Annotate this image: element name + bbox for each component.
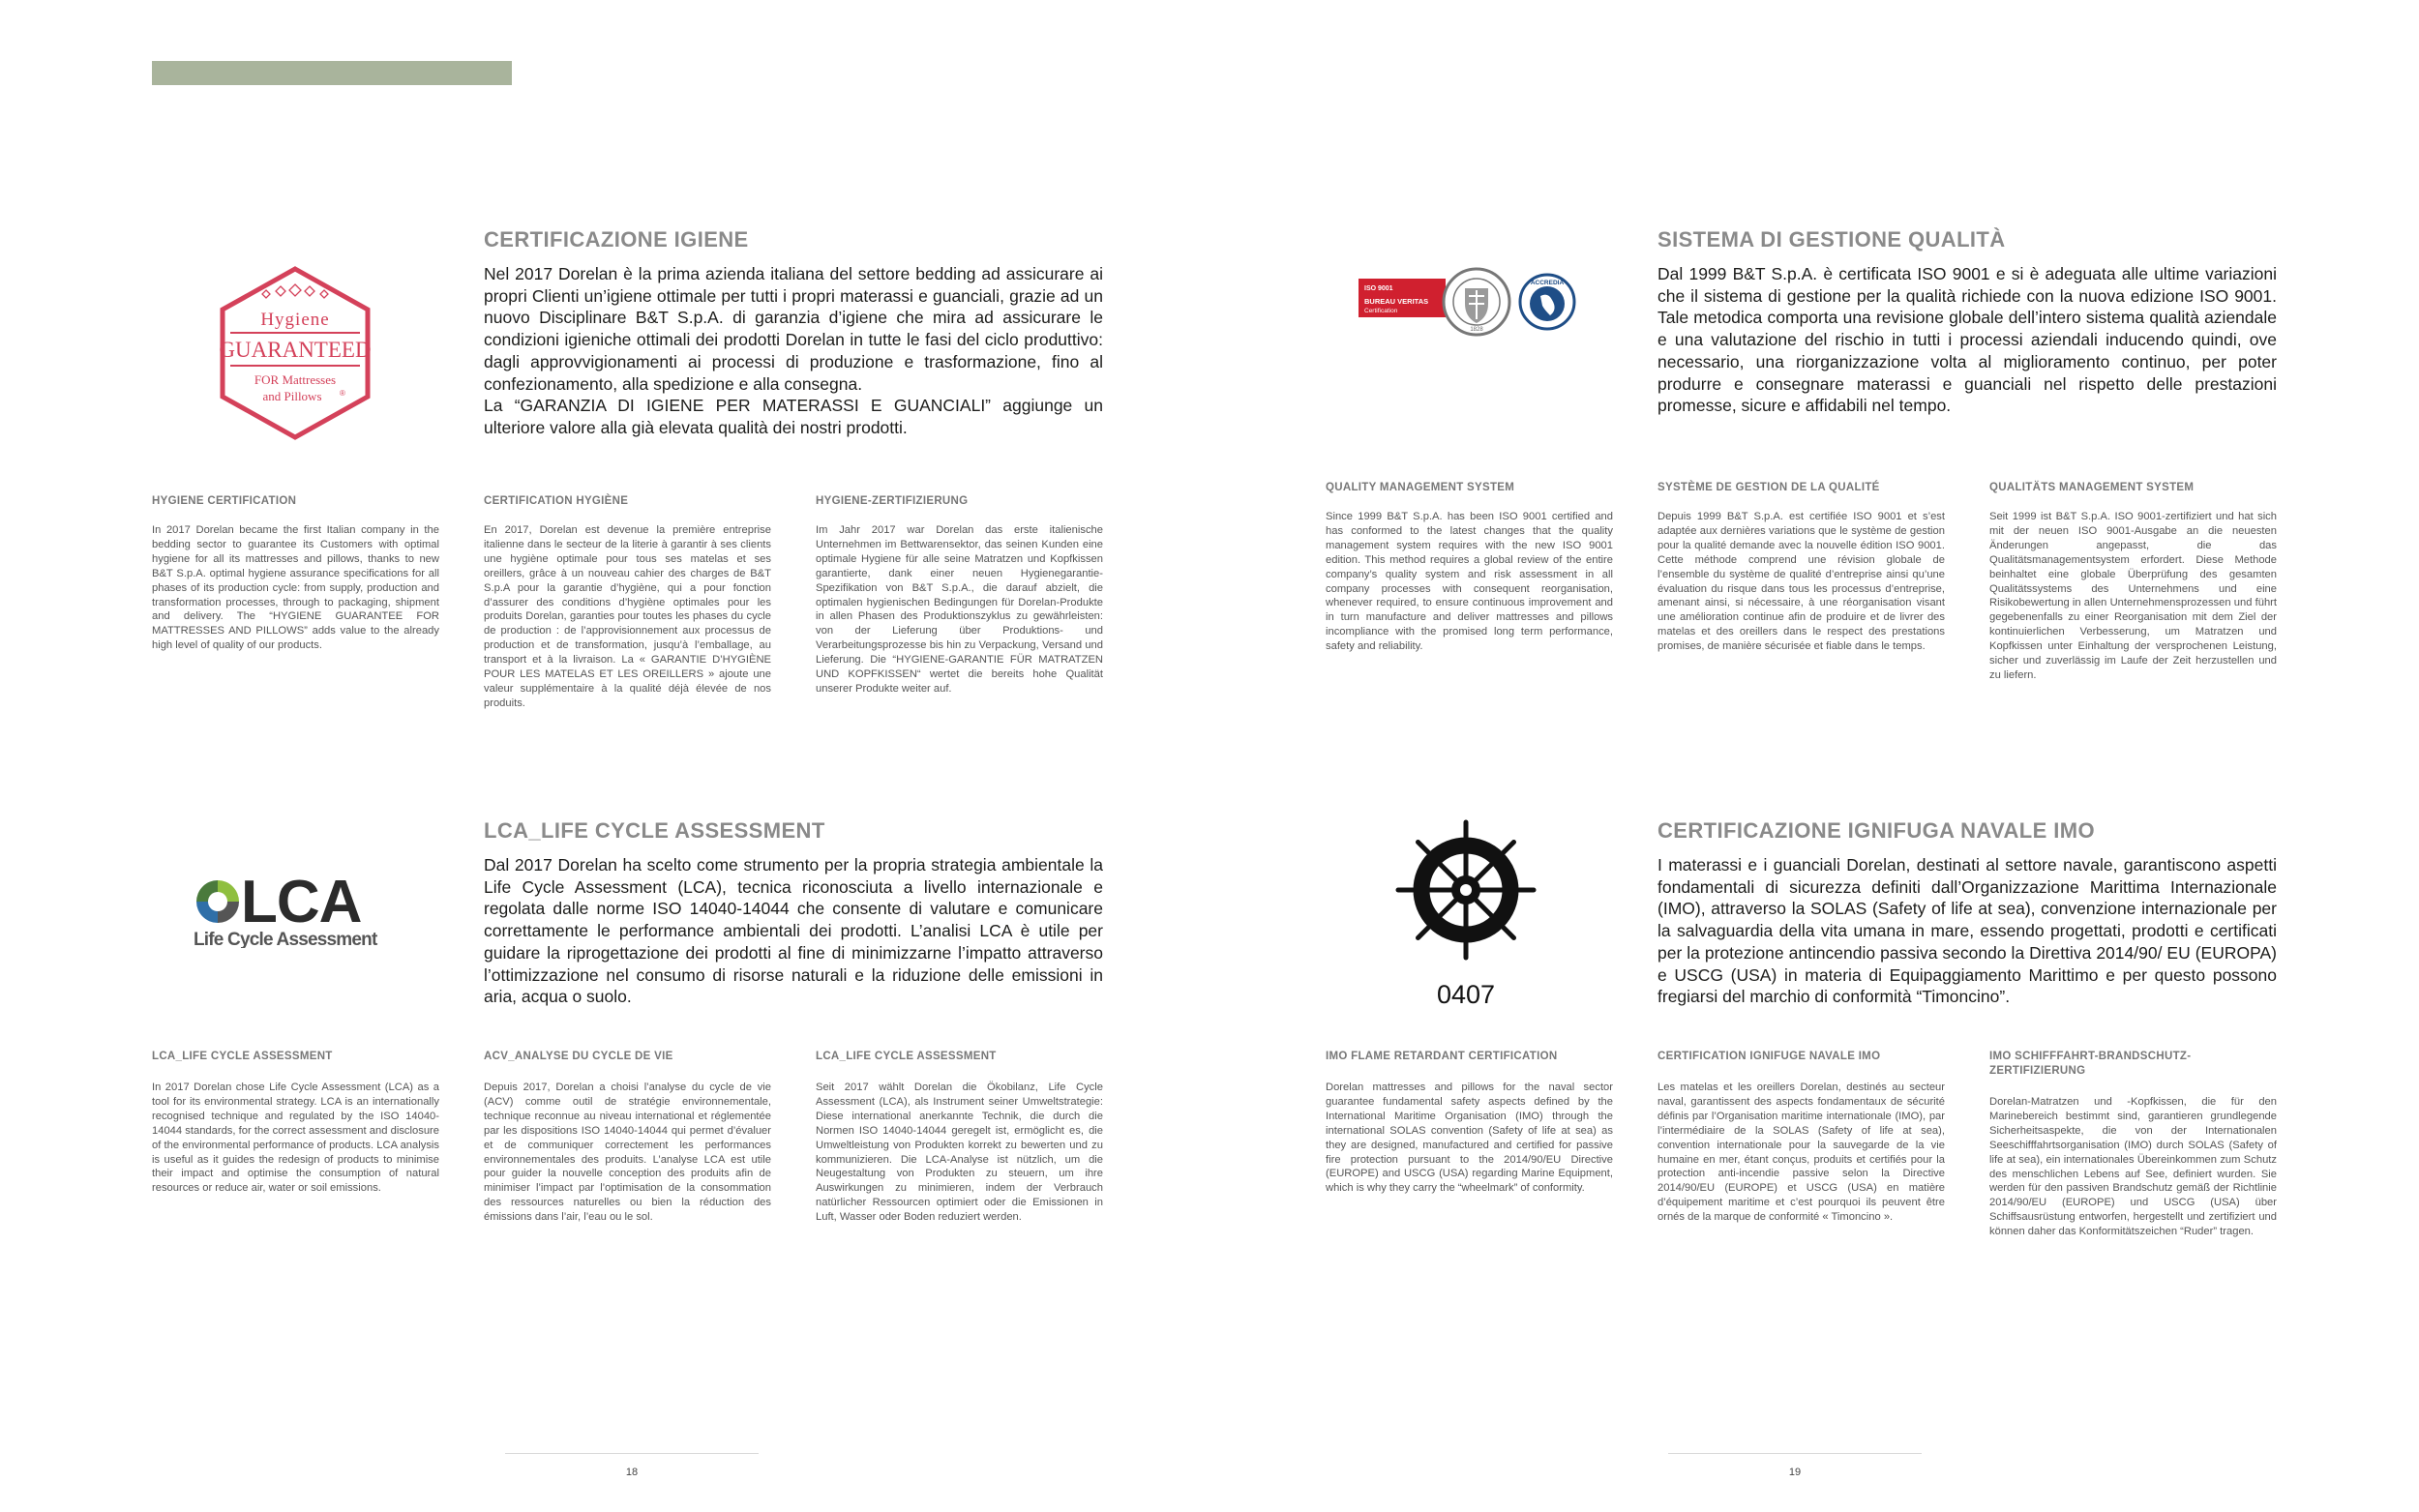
hygiene-logo-line1: Hygiene [260,310,330,330]
hygiene-col-en-body: In 2017 Dorelan became the first Italian company in the bedding sector to guarantee its Customers with optimal hygiene for all its mattresses and pillows, thanks to new B&T S.p.A. optimal hygiene assurance specifications for all phases of its production cycle: from supply, production and transformation processes, through to packaging, shipment and delivery. The “HYGIENE GUARANTEE FOR MATTRESSES AND PILLOWS” adds value to the already high level of quality of our products. [152,524,439,652]
lca-logo [189,851,411,948]
certification-label: Certification [1364,308,1398,314]
imo-col-en-body: Dorelan mattresses and pillows for the naval sector guarantee fundamental safety aspects defined by the International Maritime Organisation (IMO) through the international SOLAS convention (Safety of life at sea) as they are designed, manufactured and certified for passive fire protection pursuant to the 2014/90/EU Directive (EUROPE) and USCG (USA) regarding Marine Equipment, which is why they carry the “wheelmark” of conformity. [1326,1082,1613,1195]
lca-logo-subtext: Life Cycle Assessment [194,930,377,948]
quality-col-fr-body: Depuis 1999 B&T S.p.A. est certifiée ISO 9001 et s’est adaptée aux dernières variations que le système de gestion pour la qualité demande avec la nouvelle édition ISO 9001. Cette méthode comprend une révision globale de l’ensemble du système de qualité d’entreprise ainsi qu’une évaluation du risque dans tous les processus d’entreprise, amenant ainsi, si nécessaire, à une réorganisation visant une amélioration continue afin de produire et de livrer des matelas et des oreillers dans le respect des prestations promises, de manière sécurisée et fiable dans le temps. [1657,511,1945,653]
quality-col-en-body: Since 1999 B&T S.p.A. has been ISO 9001 certified and has conformed to the latest changes that the quality management system requires with the new ISO 9001 edition. This method requires a global review of the entire company’s quality system and risk assessment in all company processes with consequent reorganisation, whenever required, to ensure continuous improvement and in turn manufacture and deliver mattresses and pillows incompliance with the promised long term performance, safety and reliability. [1326,511,1613,653]
hygiene-logo-line4: and Pillows [262,389,322,403]
bureau-veritas-label: BUREAU VERITAS [1364,297,1429,306]
page-footer-rule-right [1668,1453,1922,1454]
hygiene-logo-line3: FOR Mattresses [254,372,337,387]
lca-logo-text: LCA [241,869,362,935]
header-accent-bar [152,61,512,85]
diamond-ornament-icon [262,284,328,298]
lca-leaf-icon [196,880,239,923]
registered-mark: ® [340,389,345,398]
seal-year: 1828 [1470,327,1483,333]
hygiene-intro-paragraph-2: La “GARANZIA DI IGIENE PER MATERASSI E GUANCIALI” aggiunge un ulteriore valore alla già elevata qualità dei nostri prodotti. [484,396,1103,437]
quality-title: SISTEMA DI GESTIONE QUALITÀ [1657,227,2006,252]
accredia-seal-icon [1520,275,1574,329]
quality-col-de-head: QUALITÄTS MANAGEMENT SYSTEM [1989,482,2195,493]
imo-col-fr-body: Les matelas et les oreillers Dorelan, destinés au secteur naval, garantissent des aspects fondamentaux de sécurité définis par l’Organisation maritime internationale (IMO), par l’intermédiaire de la SOLAS (Safety of life at sea), convention internationale pour la sauvegarde de la vie humaine en mer, étant conçus, produits et certifiés pour la protection anti-incendie passive selon la Directive 2014/90/EU (EUROPE) et USCG (USA) en matière d’équipement maritime et c’est pourquoi ils peuvent être ornés de la marque de conformité « Timoncino ». [1657,1082,1945,1224]
wheelmark-number: 0407 [1436,980,1496,1009]
ship-wheel-icon [1398,822,1534,958]
bureau-veritas-seal-icon [1444,269,1509,335]
page-footer-rule-left [505,1453,759,1454]
hygiene-guaranteed-logo [213,261,377,445]
lca-col-fr-head: ACV_ANALYSE DU CYCLE DE VIE [484,1051,673,1062]
lca-intro: Dal 2017 Dorelan ha scelto come strumento per la propria strategia ambientale la Life Cycle Assessment (LCA), tecnica riconosciuta a livello internazionale e regolata dalle norme ISO 14040-14044 che consente di valutare e comunicare correttamente le performance ambientali dei prodotti. L’analisi LCA è utile per guidare la riprogettazione dei prodotti al fine di minimizzarne l’impatto attraverso l’ottimizzazione nel consumo di risorse naturali e la riduzione delle emissioni in aria, acqua o suolo. [484,855,1103,1007]
quality-col-fr-head: SYSTÈME DE GESTION DE LA QUALITÉ [1657,482,1880,493]
lca-col-fr-body: Depuis 2017, Dorelan a choisi l’analyse du cycle de vie (ACV) comme outil de stratégie environnementale, technique reconnue au niveau international et réglementée par les dispositions ISO 14040-14044 qui permet d’évaluer et de communiquer correctement les performances environnementales des produits. L’analyse LCA est utile pour guider la nouvelle conception des produits afin de minimiser l’impact par l’optimisation de la consommation des ressources naturelles ou bien la réduction des émissions dans l’air, l’eau ou le sol. [484,1082,771,1224]
hygiene-col-de-head: HYGIENE-ZERTIFIZIERUNG [816,495,969,507]
accredia-label: ACCREDIA [1530,280,1565,286]
page-number-right: 19 [1788,1467,1802,1478]
hygiene-intro [484,263,1103,439]
quality-intro: Dal 1999 B&T S.p.A. è certificata ISO 9001 e si è adeguata alle ultime variazioni che il sistema di gestione per la qualità richiede con la nuova edizione ISO 9001. Tale metodica comporta una revisione globale dell’intero sistema qualità aziendale e una valutazione del rischio in tutti i processi aziendali inducendo quindi, ove necessario, una riorganizzazione volta al miglioramento continuo, per poter produrre e consegnare materassi e guanciali nel rispetto delle prestazioni promesse, sicure e affidabili nel tempo. [1657,264,2277,416]
quality-col-de-body: Seit 1999 ist B&T S.p.A. ISO 9001-zertifiziert und hat sich mit der neuen ISO 9001-Ausgabe an die neuesten Änderungen angepasst, die das Qualitätsmanagementsystem erfordert. Diese Methode beinhaltet eine globale Überprüfung des gesamten Qualitätssystems des Unternehmens und eine Risikobewertung in allen Unternehmensprozessen und führt gegebenenfalls zu einer Reorganisation mit dem Ziel der kontinuierlichen Verbesserung, um Matratzen und Kopfkissen unter Einhaltung der versprochenen Leistung, sicher und zuverlässig im Laufe der Zeit herzustellen und zu liefern. [1989,511,2277,681]
iso-label: ISO 9001 [1364,285,1393,292]
hygiene-col-en-head: HYGIENE CERTIFICATION [152,495,297,507]
hygiene-intro-paragraph: Nel 2017 Dorelan è la prima azienda italiana del settore bedding ad assicurare ai propri Clienti un’igiene ottimale per tutti i propri materassi e guanciali, grazie ad un nuovo Disciplinare B&T S.p.A. di garanzia d’igiene che mira ad assicurare le condizioni igieniche ottimali dei prodotti Dorelan in tutte le fasi del ciclo produttivo: dagli approvvigionamenti ai processi di produzione e trasformazione, fino al confezionamento, alla spedizione e alla consegna. [484,264,1103,394]
hygiene-title: CERTIFICAZIONE IGIENE [484,227,749,252]
imo-title: CERTIFICAZIONE IGNIFUGA NAVALE IMO [1657,818,2095,843]
page-number-left: 18 [625,1467,639,1478]
iso9001-bureau-veritas-accredia-logo [1355,261,1587,348]
imo-col-en-head: IMO FLAME RETARDANT CERTIFICATION [1326,1051,1558,1062]
imo-intro: I materassi e i guanciali Dorelan, destinati al settore navale, garantiscono aspetti fondamentali di sicurezza definiti dall’Organizzazione Marittima Internazionale (IMO), attraverso la SOLAS (Safety of life at sea), convenzione internazionale per la salvaguardia della vita umana in mare, essendo progettati, prodotti e certificati per la protezione antincendio passiva secondo la Direttiva 2014/90/ EU (EUROPA) e USCG (USA) in materia di Equipaggiamento Marittimo e per questo possono fregiarsi del marchio di conformità “Timoncino”. [1657,855,2277,1007]
quality-col-en-head: QUALITY MANAGEMENT SYSTEM [1326,482,1515,493]
hygiene-col-de-body: Im Jahr 2017 war Dorelan das erste italienische Unternehmen im Bettwarensektor, das seinen Kunden eine optimale Hygiene für alle seine Matratzen und Kopfkissen garantierte, dank einer neuen Hygienegarantie-Spezifikation von B&T S.p.A., die darauf abzielt, die optimalen hygienischen Bedingungen für Dorelan-Produkte in allen Phasen des Produktionszyklus zu gewährleisten: von der Lieferung über Produktions- und Verarbeitungsprozesse bis hin zu Verpackung, Versand und Lieferung. Die “HYGIENE-GARANTIE FÜR MATRATZEN UND KOPFKISSEN“ wertet die bereits hohe Qualität unserer Produkte weiter auf. [816,524,1103,695]
lca-title: LCA_LIFE CYCLE ASSESSMENT [484,818,825,843]
imo-col-fr-head: CERTIFICATION IGNIFUGE NAVALE IMO [1657,1051,1881,1062]
hygiene-col-fr-body: En 2017, Dorelan est devenue la première entreprise italienne dans le secteur de la literie à garantir à ses clients une hygiène optimale pour tous ses matelas et ses oreillers, grâce à un nouveau cahier des charges de B&T S.p.A pour la garantie d’hygiène, qui a pour fonction d’assurer des conditions d’hygiène optimales pour les produits Dorelan, garanties pour toutes les phases du cycle de production : de l’approvisionnement aux processus de production et de transformation, jusqu’à l’emballage, au transport et à la livraison. La « GARANTIE D’HYGIÈNE POUR LES MATELAS ET LES OREILLERS » ajoute une valeur supplémentaire à la qualité déjà élevée de nos produits. [484,524,771,709]
lca-col-de-body: Seit 2017 wählt Dorelan die Ökobilanz, Life Cycle Assessment (LCA), als Instrument seiner Umweltstrategie: Diese international anerkannte Technik, die durch die Normen ISO 14040-14044 geregelt ist, ermöglicht es, die Umweltleistung von Produkten korrekt zu bewerten und zu kommunizieren. Die LCA-Analyse ist nützlich, um die Neugestaltung von Produkten zu steuern, um ihre Auswirkungen zu minimieren, indem der Verbrauch natürlicher Ressourcen optimiert oder die Emissionen in Luft, Wasser oder Boden reduziert werden. [816,1082,1103,1224]
lca-col-en-head: LCA_LIFE CYCLE ASSESSMENT [152,1051,333,1062]
hygiene-logo-line2: GUARANTEED [219,338,372,362]
imo-col-de-head: IMO SCHIFFFAHRT-BRANDSCHUTZ-ZERTIFIZIERUNG [1989,1051,2192,1077]
imo-col-de-body: Dorelan-Matratzen und -Kopfkissen, die für den Marinebereich bestimmt sind, garantieren grundlegende Sicherheitsaspekte, die von der Internationalen Seeschifffahrtsorganisation (IMO) durch SOLAS (Safety of life at sea), ein internationales Übereinkommen zum Schutz des menschlichen Lebens auf See, definiert wurden. Sie werden für den passiven Brandschutz gemäß der Richtlinie 2014/90/EU (EUROPE) und USCG (USA) über Schiffsausrüstung entworfen, hergestellt und zertifiziert und können daher das Konformitätszeichen “Ruder” tragen. [1989,1096,2277,1238]
lca-col-de-head: LCA_LIFE CYCLE ASSESSMENT [816,1051,997,1062]
hygiene-col-fr-head: CERTIFICATION HYGIÈNE [484,495,629,507]
lca-col-en-body: In 2017 Dorelan chose Life Cycle Assessment (LCA) as a tool for its environmental strategy. LCA is an internationally recognised technique and regulated by the ISO 14040-14044 standards, for the correct assessment and disclosure of the environmental performance of products. LCA analysis is useful as it guides the redesign of products to minimise their impact and optimise the consumption of natural resources or reduce air, water or soil emissions. [152,1082,439,1195]
imo-wheelmark-logo [1393,817,1548,1011]
